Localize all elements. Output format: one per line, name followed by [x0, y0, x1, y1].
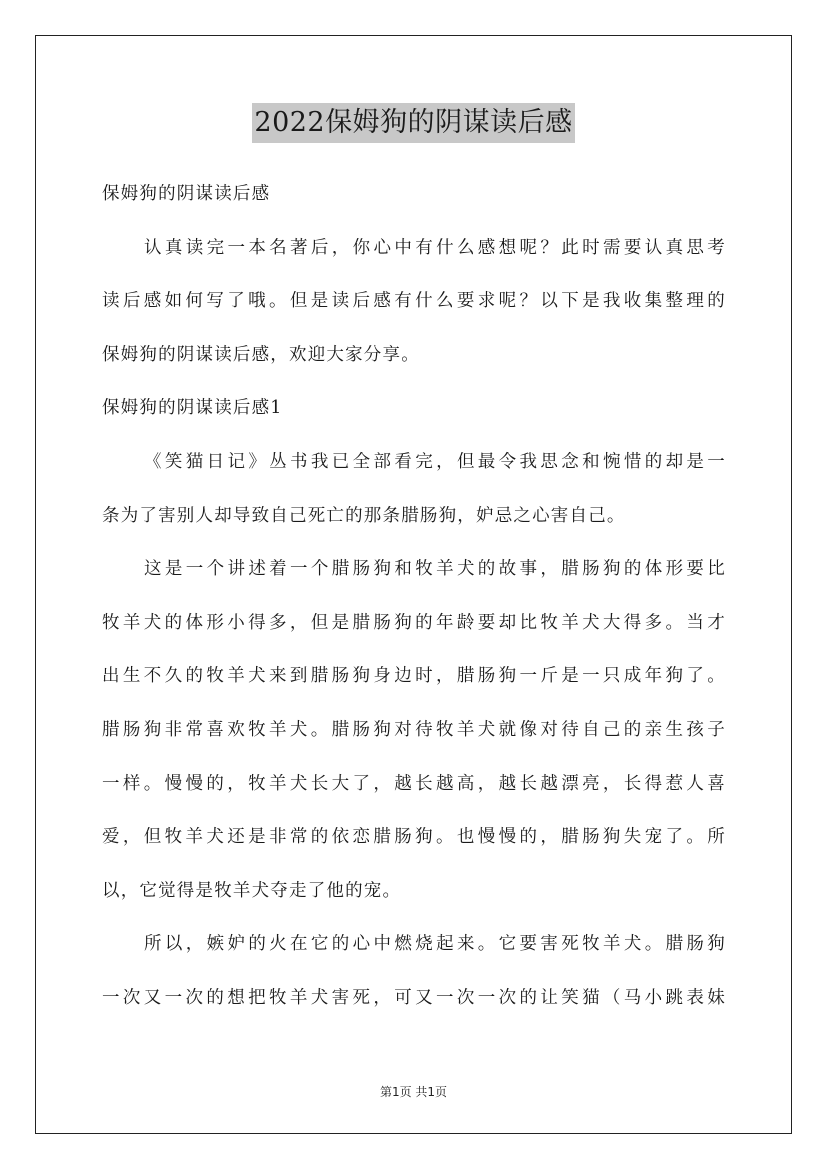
document-body [102, 168, 726, 1026]
text-line: 出生不久的牧羊犬来到腊肠狗身边时，腊肠狗一斤是一只成年狗了。 [102, 666, 726, 687]
text-line: 所以，嫉妒的火在它的心中燃烧起来。它要害死牧羊犬。腊肠狗 [144, 934, 726, 955]
text-line: 这是一个讲述着一个腊肠狗和牧羊犬的故事，腊肠狗的体形要比 [144, 559, 726, 580]
text-line: 牧羊犬的体形小得多，但是腊肠狗的年龄要却比牧羊犬大得多。当才 [102, 612, 726, 633]
text-line: 腊肠狗非常喜欢牧羊犬。腊肠狗对待牧羊犬就像对待自己的亲生孩子 [102, 719, 726, 740]
text-line: 一次又一次的想把牧羊犬害死，可又一次一次的让笑猫（马小跳表妹 [102, 987, 726, 1008]
text-line: 以，它觉得是牧羊犬夺走了他的宠。 [102, 880, 402, 901]
document-title: 2022保姆狗的阴谋读后感 [252, 103, 574, 143]
text-line: 《笑猫日记》丛书我已全部看完，但最令我思念和惋惜的却是一 [144, 451, 726, 472]
text-line: 读后感如何写了哦。但是读后感有什么要求呢？以下是我收集整理的 [102, 291, 726, 312]
title-container [0, 103, 827, 143]
text-line: 保姆狗的阴谋读后感 [102, 184, 271, 204]
text-line: 一样。慢慢的，牧羊犬长大了，越长越高，越长越漂亮，长得惹人喜 [102, 773, 726, 794]
text-line: 认真读完一本名著后，你心中有什么感想呢？此时需要认真思考 [144, 237, 726, 258]
text-line: 条为了害别人却导致自己死亡的那条腊肠狗，妒忌之心害自己。 [102, 505, 626, 526]
text-line: 爱，但牧羊犬还是非常的依恋腊肠狗。也慢慢的，腊肠狗失宠了。所 [102, 827, 726, 848]
page-footer: 第1页 共1页 [379, 1085, 448, 1099]
text-line: 保姆狗的阴谋读后感，欢迎大家分享。 [102, 344, 420, 365]
text-line: 保姆狗的阴谋读后感1 [102, 398, 283, 419]
